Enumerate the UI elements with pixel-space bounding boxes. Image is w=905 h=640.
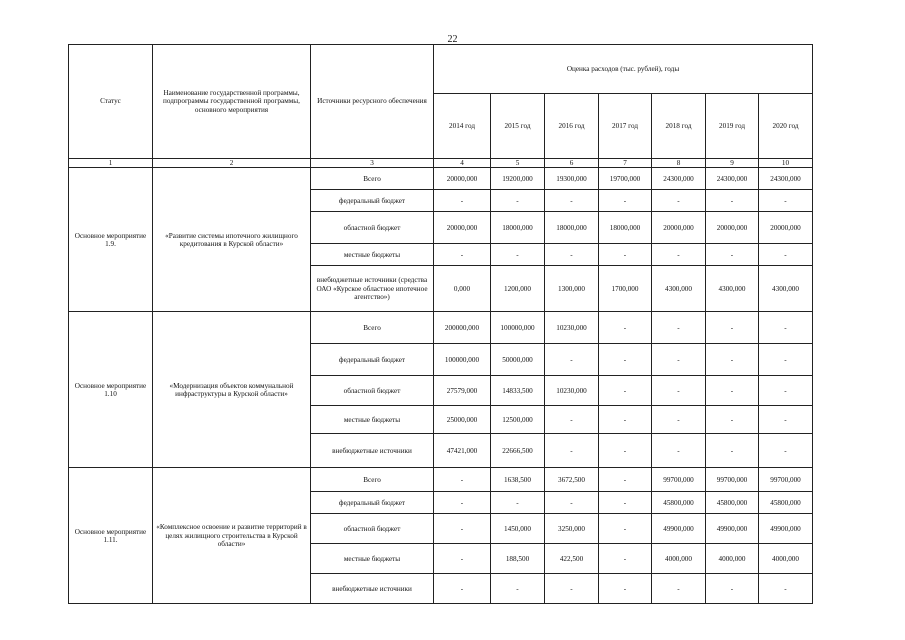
value-cell: 4300,000 bbox=[759, 266, 813, 312]
value-cell: 19300,000 bbox=[545, 168, 599, 190]
value-cell: - bbox=[706, 376, 759, 406]
value-cell: 4300,000 bbox=[652, 266, 706, 312]
source-cell: федеральный бюджет bbox=[311, 492, 434, 514]
value-cell: - bbox=[599, 544, 652, 574]
value-cell: - bbox=[652, 190, 706, 212]
value-cell: 24300,000 bbox=[652, 168, 706, 190]
value-cell: 18000,000 bbox=[599, 212, 652, 244]
value-cell: - bbox=[434, 492, 491, 514]
value-cell: 47421,000 bbox=[434, 434, 491, 468]
value-cell: 45800,000 bbox=[759, 492, 813, 514]
value-cell: - bbox=[599, 244, 652, 266]
header-estimate: Оценка расходов (тыс. рублей), годы bbox=[434, 45, 813, 94]
source-cell: Всего bbox=[311, 312, 434, 344]
value-cell: 100000,000 bbox=[491, 312, 545, 344]
source-cell: областной бюджет bbox=[311, 212, 434, 244]
header-year: 2015 год bbox=[491, 94, 545, 159]
value-cell: 99700,000 bbox=[652, 468, 706, 492]
source-cell: Всего bbox=[311, 168, 434, 190]
value-cell: - bbox=[599, 492, 652, 514]
column-number: 3 bbox=[311, 159, 434, 168]
header-year: 2014 год bbox=[434, 94, 491, 159]
value-cell: 10230,000 bbox=[545, 312, 599, 344]
value-cell: - bbox=[599, 376, 652, 406]
value-cell: - bbox=[434, 468, 491, 492]
column-number: 7 bbox=[599, 159, 652, 168]
header-name: Наименование государственной программы, подпрограммы государственной программы, основного мероприятия bbox=[153, 45, 311, 159]
value-cell: - bbox=[652, 406, 706, 434]
value-cell: 1700,000 bbox=[599, 266, 652, 312]
value-cell: - bbox=[759, 574, 813, 604]
value-cell: - bbox=[491, 574, 545, 604]
value-cell: 19200,000 bbox=[491, 168, 545, 190]
value-cell: - bbox=[652, 376, 706, 406]
value-cell: - bbox=[706, 190, 759, 212]
value-cell: 1300,000 bbox=[545, 266, 599, 312]
source-cell: местные бюджеты bbox=[311, 406, 434, 434]
status-cell: Основное мероприятие 1.10 bbox=[69, 312, 153, 468]
source-cell: местные бюджеты bbox=[311, 544, 434, 574]
table-row bbox=[69, 168, 813, 190]
value-cell: - bbox=[599, 312, 652, 344]
value-cell: - bbox=[545, 434, 599, 468]
value-cell: 4000,000 bbox=[652, 544, 706, 574]
value-cell: - bbox=[545, 574, 599, 604]
value-cell: 49900,000 bbox=[706, 514, 759, 544]
value-cell: - bbox=[706, 434, 759, 468]
value-cell: 4000,000 bbox=[759, 544, 813, 574]
value-cell: - bbox=[759, 406, 813, 434]
value-cell: 188,500 bbox=[491, 544, 545, 574]
table-row bbox=[69, 468, 813, 492]
header-year: 2017 год bbox=[599, 94, 652, 159]
value-cell: - bbox=[491, 190, 545, 212]
value-cell: 4000,000 bbox=[706, 544, 759, 574]
value-cell: 18000,000 bbox=[491, 212, 545, 244]
source-cell: внебюджетные источники bbox=[311, 574, 434, 604]
column-number: 2 bbox=[153, 159, 311, 168]
value-cell: 45800,000 bbox=[706, 492, 759, 514]
value-cell: 4300,000 bbox=[706, 266, 759, 312]
value-cell: 50000,000 bbox=[491, 344, 545, 376]
status-cell: Основное мероприятие 1.9. bbox=[69, 168, 153, 312]
value-cell: - bbox=[652, 344, 706, 376]
value-cell: - bbox=[545, 344, 599, 376]
value-cell: - bbox=[759, 434, 813, 468]
value-cell: 3250,000 bbox=[545, 514, 599, 544]
value-cell: 18000,000 bbox=[545, 212, 599, 244]
value-cell: - bbox=[434, 514, 491, 544]
source-cell: федеральный бюджет bbox=[311, 190, 434, 212]
value-cell: 1200,000 bbox=[491, 266, 545, 312]
value-cell: 19700,000 bbox=[599, 168, 652, 190]
column-number: 1 bbox=[69, 159, 153, 168]
source-cell: областной бюджет bbox=[311, 514, 434, 544]
value-cell: 1450,000 bbox=[491, 514, 545, 544]
source-cell: федеральный бюджет bbox=[311, 344, 434, 376]
value-cell: 100000,000 bbox=[434, 344, 491, 376]
value-cell: 20000,000 bbox=[706, 212, 759, 244]
value-cell: - bbox=[759, 312, 813, 344]
value-cell: 1638,500 bbox=[491, 468, 545, 492]
value-cell: - bbox=[706, 312, 759, 344]
value-cell: - bbox=[545, 244, 599, 266]
value-cell: - bbox=[652, 244, 706, 266]
value-cell: 20000,000 bbox=[434, 168, 491, 190]
header-year: 2018 год bbox=[652, 94, 706, 159]
value-cell: 25000,000 bbox=[434, 406, 491, 434]
value-cell: - bbox=[759, 376, 813, 406]
value-cell: - bbox=[652, 574, 706, 604]
value-cell: - bbox=[652, 312, 706, 344]
value-cell: - bbox=[759, 344, 813, 376]
value-cell: - bbox=[491, 244, 545, 266]
column-number: 9 bbox=[706, 159, 759, 168]
header-sources: Источники ресурсного обеспечения bbox=[311, 45, 434, 159]
status-cell: Основное мероприятие 1.11. bbox=[69, 468, 153, 604]
program-name-cell: «Развитие системы ипотечного жилищного кредитования в Курской области» bbox=[153, 168, 311, 312]
value-cell: - bbox=[434, 244, 491, 266]
header-year: 2020 год bbox=[759, 94, 813, 159]
page-number: 22 bbox=[447, 34, 458, 45]
value-cell: 24300,000 bbox=[759, 168, 813, 190]
source-cell: местные бюджеты bbox=[311, 244, 434, 266]
value-cell: - bbox=[759, 190, 813, 212]
source-cell: Всего bbox=[311, 468, 434, 492]
value-cell: - bbox=[599, 406, 652, 434]
value-cell: 27579,000 bbox=[434, 376, 491, 406]
value-cell: - bbox=[706, 574, 759, 604]
value-cell: - bbox=[599, 344, 652, 376]
value-cell: - bbox=[599, 190, 652, 212]
value-cell: 49900,000 bbox=[759, 514, 813, 544]
value-cell: 12500,000 bbox=[491, 406, 545, 434]
program-name-cell: «Модернизация объектов коммунальной инфраструктуры в Курской области» bbox=[153, 312, 311, 468]
value-cell: - bbox=[599, 468, 652, 492]
value-cell: - bbox=[434, 574, 491, 604]
value-cell: - bbox=[599, 514, 652, 544]
source-cell: областной бюджет bbox=[311, 376, 434, 406]
column-number: 5 bbox=[491, 159, 545, 168]
value-cell: - bbox=[434, 544, 491, 574]
column-number: 4 bbox=[434, 159, 491, 168]
value-cell: - bbox=[545, 406, 599, 434]
value-cell: - bbox=[545, 492, 599, 514]
header-year: 2019 год bbox=[706, 94, 759, 159]
value-cell: 99700,000 bbox=[759, 468, 813, 492]
column-number: 6 bbox=[545, 159, 599, 168]
value-cell: 45800,000 bbox=[652, 492, 706, 514]
expense-table bbox=[68, 44, 813, 604]
value-cell: - bbox=[434, 190, 491, 212]
value-cell: 3672,500 bbox=[545, 468, 599, 492]
value-cell: - bbox=[545, 190, 599, 212]
value-cell: 20000,000 bbox=[652, 212, 706, 244]
column-number: 10 bbox=[759, 159, 813, 168]
value-cell: 10230,000 bbox=[545, 376, 599, 406]
value-cell: 422,500 bbox=[545, 544, 599, 574]
value-cell: - bbox=[706, 406, 759, 434]
value-cell: - bbox=[491, 492, 545, 514]
value-cell: 200000,000 bbox=[434, 312, 491, 344]
header-status: Статус bbox=[69, 45, 153, 159]
value-cell: 20000,000 bbox=[434, 212, 491, 244]
value-cell: 14833,500 bbox=[491, 376, 545, 406]
value-cell: - bbox=[599, 574, 652, 604]
column-number-row bbox=[69, 159, 813, 168]
value-cell: - bbox=[759, 244, 813, 266]
value-cell: 99700,000 bbox=[706, 468, 759, 492]
value-cell: 22666,500 bbox=[491, 434, 545, 468]
value-cell: 20000,000 bbox=[759, 212, 813, 244]
value-cell: - bbox=[706, 244, 759, 266]
value-cell: - bbox=[706, 344, 759, 376]
value-cell: - bbox=[599, 434, 652, 468]
program-name-cell: «Комплексное освоение и развитие территорий в целях жилищного строительства в Курской области» bbox=[153, 468, 311, 604]
value-cell: 49900,000 bbox=[652, 514, 706, 544]
value-cell: - bbox=[652, 434, 706, 468]
column-number: 8 bbox=[652, 159, 706, 168]
value-cell: 24300,000 bbox=[706, 168, 759, 190]
source-cell: внебюджетные источники (средства ОАО «Курское областное ипотечное агентство») bbox=[311, 266, 434, 312]
header-year: 2016 год bbox=[545, 94, 599, 159]
header-row bbox=[69, 45, 813, 94]
value-cell: 0,000 bbox=[434, 266, 491, 312]
table-row bbox=[69, 312, 813, 344]
source-cell: внебюджетные источники bbox=[311, 434, 434, 468]
